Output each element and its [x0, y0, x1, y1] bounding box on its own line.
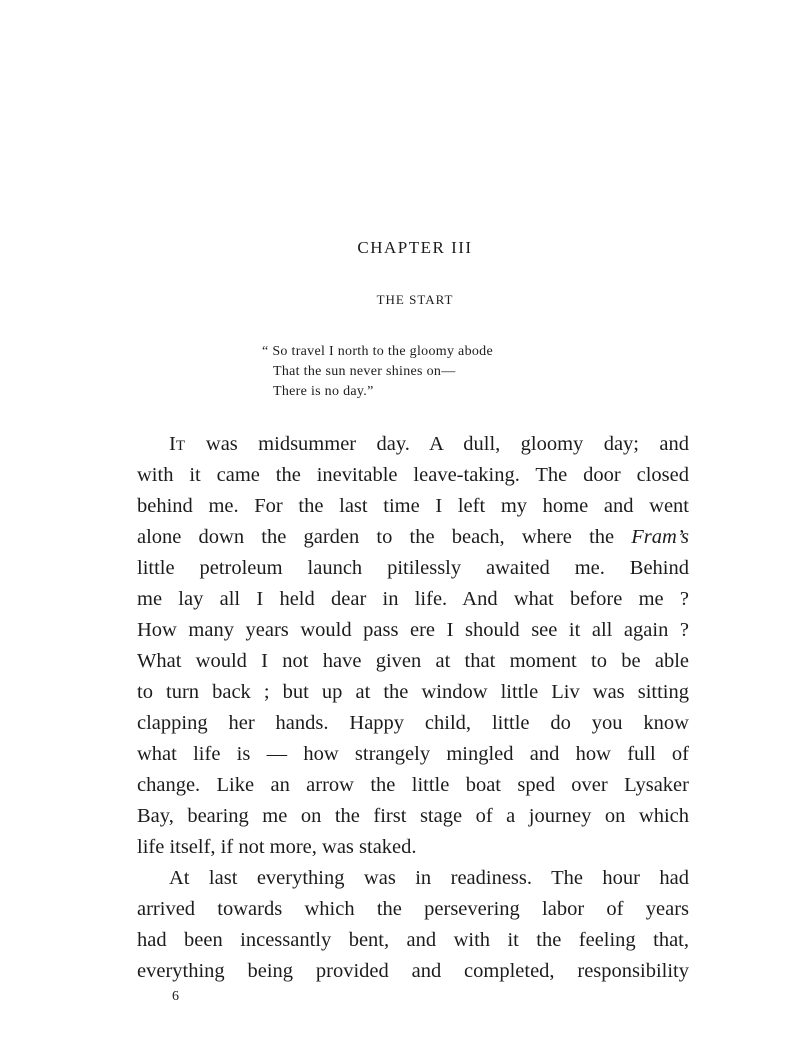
- paragraph-1-line: little petroleum launch pitilessly awaited me. Behind: [137, 557, 689, 579]
- drop-cap: I: [169, 433, 176, 455]
- paragraph-1-line: life itself, if not more, was staked.: [137, 836, 417, 858]
- epigraph: [262, 342, 493, 402]
- paragraph-1-line: behind me. For the last time I left my home and went: [137, 495, 689, 517]
- epigraph-line: There is no day.”: [273, 384, 374, 399]
- paragraph-1-line: How many years would pass ere I should see it all again ?: [137, 619, 689, 641]
- paragraph-1-line: with it came the inevitable leave-taking. The door closed: [137, 464, 689, 486]
- paragraph-2-line: At last everything was in readiness. The hour had: [169, 867, 689, 889]
- paragraph-1-line: [137, 429, 689, 460]
- paragraph-1-line: Bay, bearing me on the first stage of a journey on which: [137, 805, 689, 827]
- paragraph-1-line: What would I not have given at that moment to be able: [137, 650, 689, 672]
- chapter-heading: CHAPTER III: [357, 238, 473, 257]
- paragraph-1-line: to turn back ; but up at the window little Liv was sitting: [137, 681, 689, 703]
- paragraph-1-line: clapping her hands. Happy child, little do you know: [137, 712, 689, 734]
- paragraph-2-line: everything being provided and completed, responsibility: [137, 960, 689, 982]
- paragraph-2-line: arrived towards which the persevering labor of years: [137, 898, 689, 920]
- paragraph-2-line: had been incessantly bent, and with it the feeling that,: [137, 929, 689, 951]
- paragraph-1-line: me lay all I held dear in life. And what before me ?: [137, 588, 689, 610]
- chapter-title: THE START: [376, 292, 454, 307]
- body-text: [137, 429, 689, 987]
- paragraph-1-line: change. Like an arrow the little boat sped over Lysaker: [137, 774, 689, 796]
- epigraph-line: “ So travel I north to the gloomy abode: [262, 344, 493, 359]
- line-text: was midsummer day. A dull, gloomy day; and: [185, 433, 689, 455]
- small-cap: T: [175, 438, 186, 454]
- paragraph-1-line: what life is — how strangely mingled and how full of: [137, 743, 689, 765]
- paragraph-1-line: [137, 522, 689, 553]
- epigraph-line: That the sun never shines on—: [273, 364, 456, 379]
- line-text: alone down the garden to the beach, where the: [137, 526, 632, 548]
- ship-name-italic: Fram’s: [631, 526, 689, 548]
- page-number: 6: [172, 989, 179, 1004]
